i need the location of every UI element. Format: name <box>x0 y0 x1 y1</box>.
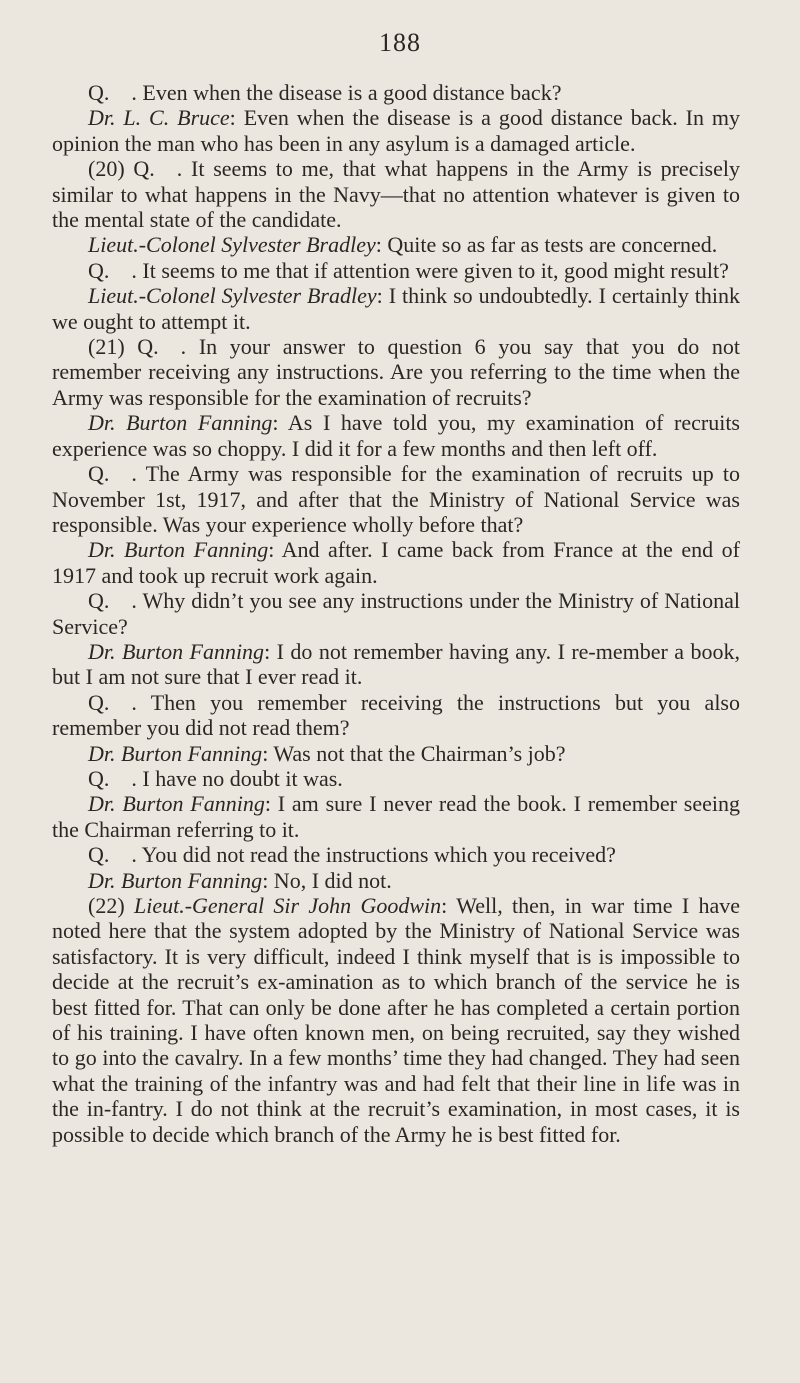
speaker-name: Dr. Burton Fanning <box>88 740 263 766</box>
body-text <box>52 80 740 1147</box>
paragraph-text: : Well, then, in war time I have noted here that the system adopted by the Ministry of National Service was satisfactory. It is very difficult, indeed I think myself that is is impossible to decide at the recruit’s ex-amination as to which branch of the service he is best fitted for. That can only be done after he has completed a certain portion of his training. I have often known men, on being recruited, say they wished to go into the cavalry. In a few months’ time they had changed. They had seen what the training of the infantry was and had felt that their line in life was in the in-fantry. I do not think at the recruit’s examination, in most cases, it is possible to decide which branch of the Army he is best fitted for. <box>52 893 740 1147</box>
paragraph-question <box>52 842 740 867</box>
paragraph-text: Q. . Why didn’t you see any instructions under the Ministry of National Service? <box>52 588 740 639</box>
paragraph-text: : I think so undoubtedly. I certainly think we ought to attempt it. <box>52 283 740 334</box>
paragraph-answer <box>52 791 740 842</box>
paragraph-question <box>52 690 740 741</box>
speaker-name: Dr. Burton Fanning <box>88 410 273 436</box>
speaker-name: Dr. Burton Fanning <box>88 867 263 893</box>
paragraph-text: (21) Q. . In your answer to question 6 you say that you do not remember receiving any instructions. Are you referring to the time when the Army was responsible for the examination of recruits? <box>52 334 740 410</box>
paragraph-text: : Was not that the Chairman’s job? <box>262 740 566 766</box>
paragraph-text: Q. . You did not read the instructions which you received? <box>88 842 616 868</box>
paragraph-question <box>52 258 740 283</box>
paragraph-answer <box>52 893 740 1147</box>
paragraph-question <box>52 80 740 105</box>
paragraph-prefix: (22) <box>88 893 134 918</box>
paragraph-answer <box>52 741 740 766</box>
paragraph-answer <box>52 283 740 334</box>
paragraph-text: Q. . Even when the disease is a good distance back? <box>88 80 562 105</box>
paragraph-text: : I am sure I never read the book. I remember seeing the Chairman referring to it. <box>52 791 740 842</box>
paragraph-text: (20) Q. . It seems to me, that what happens in the Army is precisely similar to what happens in the Navy—that no attention whatever is given to the mental state of the candidate. <box>52 156 740 233</box>
paragraph-answer <box>52 232 740 257</box>
paragraph-question <box>52 156 740 232</box>
paragraph-text: : I do not remember having any. I re-member a book, but I am not sure that I ever read it. <box>52 638 740 690</box>
paragraph-question <box>52 588 740 639</box>
paragraph-question <box>52 334 740 410</box>
paragraph-answer <box>52 868 740 893</box>
paragraph-answer <box>52 537 740 588</box>
paragraph-text: : Even when the disease is a good distance back. In my opinion the man who has been in any asylum is a damaged article. <box>52 105 740 156</box>
paragraph-text: Q. . I have no doubt it was. <box>88 765 343 791</box>
speaker-name: Dr. Burton Fanning <box>88 638 265 664</box>
paragraph-answer <box>52 105 740 156</box>
speaker-name: Lieut.-Colonel Sylvester Bradley <box>88 232 376 258</box>
speaker-name: Dr. L. C. Bruce <box>88 105 230 131</box>
paragraph-text: Q. . Then you remember receiving the instructions but you also remember you did not read them? <box>52 689 740 741</box>
page-number: 188 <box>379 28 421 57</box>
speaker-name: Lieut.-General Sir John Goodwin <box>133 893 442 918</box>
speaker-name: Dr. Burton Fanning <box>88 537 269 563</box>
paragraph-text: : As I have told you, my examination of recruits experience was so choppy. I did it for a few months and then left off. <box>52 410 740 461</box>
paragraph-text: Q. . The Army was responsible for the examination of recruits up to November 1st, 1917, and after that the Ministry of National Service was responsible. Was your experience wholly before that? <box>52 461 740 537</box>
paragraph-text: : And after. I came back from France at the end of 1917 and took up recruit work again. <box>52 537 740 588</box>
paragraph-text: : No, I did not. <box>262 867 392 893</box>
paragraph-text: Q. . It seems to me that if attention were given to it, good might result? <box>88 257 729 283</box>
paragraph-question <box>52 461 740 537</box>
paragraph-answer <box>52 639 740 690</box>
paragraph-text: : Quite so as far as tests are concerned. <box>375 232 718 258</box>
speaker-name: Lieut.-Colonel Sylvester Bradley <box>88 283 377 309</box>
paragraph-question <box>52 766 740 791</box>
paragraph-answer <box>52 410 740 461</box>
speaker-name: Dr. Burton Fanning <box>88 791 265 817</box>
